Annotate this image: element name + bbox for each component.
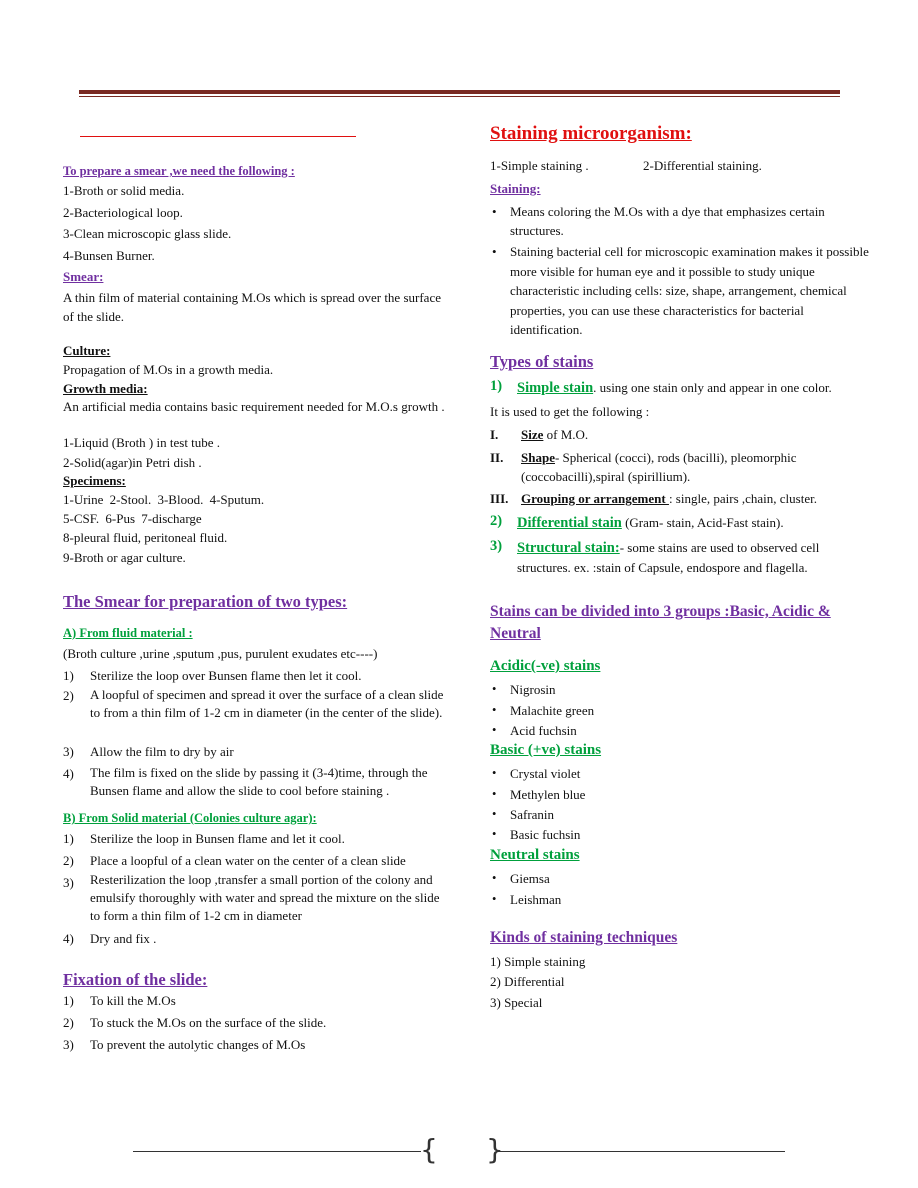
roman-number: II. [490, 450, 504, 465]
groups-heading: Stains can be divided into 3 groups :Basic, Acidic & Neutral [490, 603, 831, 642]
fixation-step-number: 1) [63, 993, 74, 1008]
roman-item [521, 489, 817, 508]
struct-stain-label: Structural stain: [517, 540, 620, 556]
solid-step-number: 2) [63, 853, 74, 868]
roman-text: : single, pairs ,chain, cluster. [668, 491, 817, 506]
solid-step-text: Place a loopful of a clean water on the center of a clean slide [90, 853, 406, 868]
simple-used: It is used to get the following : [490, 404, 650, 419]
prep-item: 3-Clean microscopic glass slide. [63, 226, 232, 241]
bullet-dot: • [492, 827, 497, 841]
neutral-item: Giemsa [510, 871, 550, 886]
struct-number: 3) [490, 538, 503, 554]
bullet-dot: • [492, 787, 497, 801]
solid-step-text: Dry and fix . [90, 931, 157, 946]
staining-heading: Staining: [490, 181, 541, 196]
fluid-step-text: Sterilize the loop over Bunsen flame then let it cool. [90, 668, 362, 683]
bullet-dot: • [492, 703, 497, 717]
fluid-heading: A) From fluid material : [63, 626, 193, 640]
footer-brace-right: } [486, 1133, 504, 1166]
fluid-step-number: 2) [63, 688, 74, 703]
bullet-dot: • [492, 766, 497, 780]
smear-types-heading: The Smear for preparation of two types: [63, 592, 348, 611]
prep-item: 4-Bunsen Burner. [63, 248, 155, 263]
roman-item [521, 448, 866, 486]
solid-heading: B) From Solid material (Colonies culture agar): [63, 811, 317, 825]
fixation-step-text: To prevent the autolytic changes of M.Os [90, 1037, 306, 1052]
roman-item [521, 425, 588, 444]
types-heading: Types of stains [490, 352, 594, 371]
diff-number: 2) [490, 513, 503, 529]
simple-number: 1) [490, 378, 503, 394]
growth-heading: Growth media: [63, 381, 148, 396]
bullet-dot: • [492, 204, 497, 219]
fluid-step-text: The film is fixed on the slide by passing it (3-4)time, through the Bunsen flame and allow the slide to cool before staining . [90, 765, 428, 798]
culture-text: Propagation of M.Os in a growth media. [63, 362, 274, 377]
diff-stain-text: (Gram- stain, Acid-Fast stain). [621, 515, 784, 530]
bullet-dot: • [492, 892, 497, 906]
kinds-item: 1) Simple staining [490, 954, 586, 969]
fixation-heading: Fixation of the slide: [63, 970, 208, 989]
smear-heading: Smear: [63, 269, 104, 284]
solid-step-number: 1) [63, 831, 74, 846]
roman-label: Grouping or arrangement [521, 491, 669, 506]
roman-label: Shape [521, 450, 555, 465]
acidic-heading: Acidic(-ve) stains [490, 658, 601, 674]
specimen-item: 5-CSF. 6-Pus 7-discharge [63, 511, 202, 526]
acidic-item: Nigrosin [510, 682, 556, 697]
footer-rule-right [497, 1151, 785, 1152]
acidic-item: Acid fuchsin [510, 723, 577, 738]
growth-item: 1-Liquid (Broth ) in test tube . [63, 435, 221, 450]
fluid-step-number: 4) [63, 766, 74, 781]
staining-bullet: Staining bacterial cell for microscopic examination makes it possible more visible for human eye and it possible to study unique characteristic including cells: size, shape, arrangement, chemical properties, you can use these characteristics for bacterial identification. [510, 244, 869, 337]
type-differential: 2-Differential staining. [643, 158, 762, 173]
left-red-underline [80, 136, 356, 137]
specimen-item: 1-Urine 2-Stool. 3-Blood. 4-Sputum. [63, 492, 265, 507]
fixation-step-text: To stuck the M.Os on the surface of the slide. [90, 1015, 327, 1030]
struct-stain-text: - some stains are used to observed cell structures. ex. :stain of Capsule, endospore and flagella. [517, 540, 820, 575]
prep-heading: To prepare a smear ,we need the following : [63, 164, 295, 178]
diff-stain-label: Differential stain [517, 515, 622, 531]
footer-brace-left: { [420, 1133, 438, 1166]
kinds-item: 3) Special [490, 995, 543, 1010]
kinds-heading: Kinds of staining techniques [490, 929, 678, 946]
neutral-item: Leishman [510, 892, 562, 907]
header-rule [79, 90, 840, 94]
basic-item: Safranin [510, 807, 555, 822]
struct-stain-line [517, 538, 867, 578]
basic-item: Crystal violet [510, 766, 581, 781]
type-simple: 1-Simple staining . [490, 158, 589, 173]
basic-item: Methylen blue [510, 787, 586, 802]
bullet-dot: • [492, 723, 497, 737]
solid-step-text: Sterilize the loop in Bunsen flame and let it cool. [90, 831, 345, 846]
simple-stain-text: . using one stain only and appear in one color. [593, 380, 832, 395]
kinds-item: 2) Differential [490, 974, 565, 989]
acidic-item: Malachite green [510, 703, 595, 718]
fixation-step-number: 2) [63, 1015, 74, 1030]
header-rule-thin [79, 96, 840, 97]
prep-item: 2-Bacteriological loop. [63, 205, 183, 220]
simple-stain-line [517, 378, 832, 398]
basic-item: Basic fuchsin [510, 827, 581, 842]
diff-stain-line [517, 513, 784, 533]
bullet-dot: • [492, 244, 497, 259]
culture-heading: Culture: [63, 343, 111, 358]
fixation-step-number: 3) [63, 1037, 74, 1052]
fluid-step-text: A loopful of specimen and spread it over the surface of a clean slide to from a thin film of 1-2 cm in diameter (in the center of the slide). [90, 687, 444, 720]
main-title: Staining microorganism: [490, 123, 692, 144]
solid-step-text: Resterilization the loop ,transfer a small portion of the colony and emulsify thoroughly with water and spread the mixture on the slide to form a thin film of 1-2 cm in diameter [90, 872, 440, 923]
simple-stain-label: Simple stain [517, 380, 594, 396]
solid-step-number: 3) [63, 875, 74, 890]
roman-text: of M.O. [543, 427, 589, 442]
specimen-item: 8-pleural fluid, peritoneal fluid. [63, 530, 228, 545]
growth-text: An artificial media contains basic requirement needed for M.O.s growth . [63, 399, 445, 414]
smear-text: A thin film of material containing M.Os which is spread over the surface of the slide. [63, 290, 441, 324]
bullet-dot: • [492, 682, 497, 696]
fluid-intro: (Broth culture ,urine ,sputum ,pus, purulent exudates etc----) [63, 646, 378, 661]
bullet-dot: • [492, 871, 497, 885]
basic-heading: Basic (+ve) stains [490, 742, 602, 758]
roman-text: - Spherical (cocci), rods (bacilli), pleomorphic (coccobacilli),spiral (spirillium). [521, 450, 797, 484]
roman-number: I. [490, 427, 499, 442]
fluid-step-number: 3) [63, 744, 74, 759]
bullet-dot: • [492, 807, 497, 821]
specimen-item: 9-Broth or agar culture. [63, 550, 186, 565]
roman-label: Size [521, 427, 544, 442]
specimens-heading: Specimens: [63, 473, 126, 488]
fluid-step-number: 1) [63, 668, 74, 683]
prep-item: 1-Broth or solid media. [63, 183, 185, 198]
roman-number: III. [490, 491, 509, 506]
fluid-step-text: Allow the film to dry by air [90, 744, 234, 759]
staining-bullet: Means coloring the M.Os with a dye that emphasizes certain structures. [510, 204, 825, 238]
solid-step-number: 4) [63, 931, 74, 946]
fixation-step-text: To kill the M.Os [90, 993, 176, 1008]
footer-rule-left [133, 1151, 421, 1152]
growth-item: 2-Solid(agar)in Petri dish . [63, 455, 202, 470]
neutral-heading: Neutral stains [490, 847, 580, 863]
